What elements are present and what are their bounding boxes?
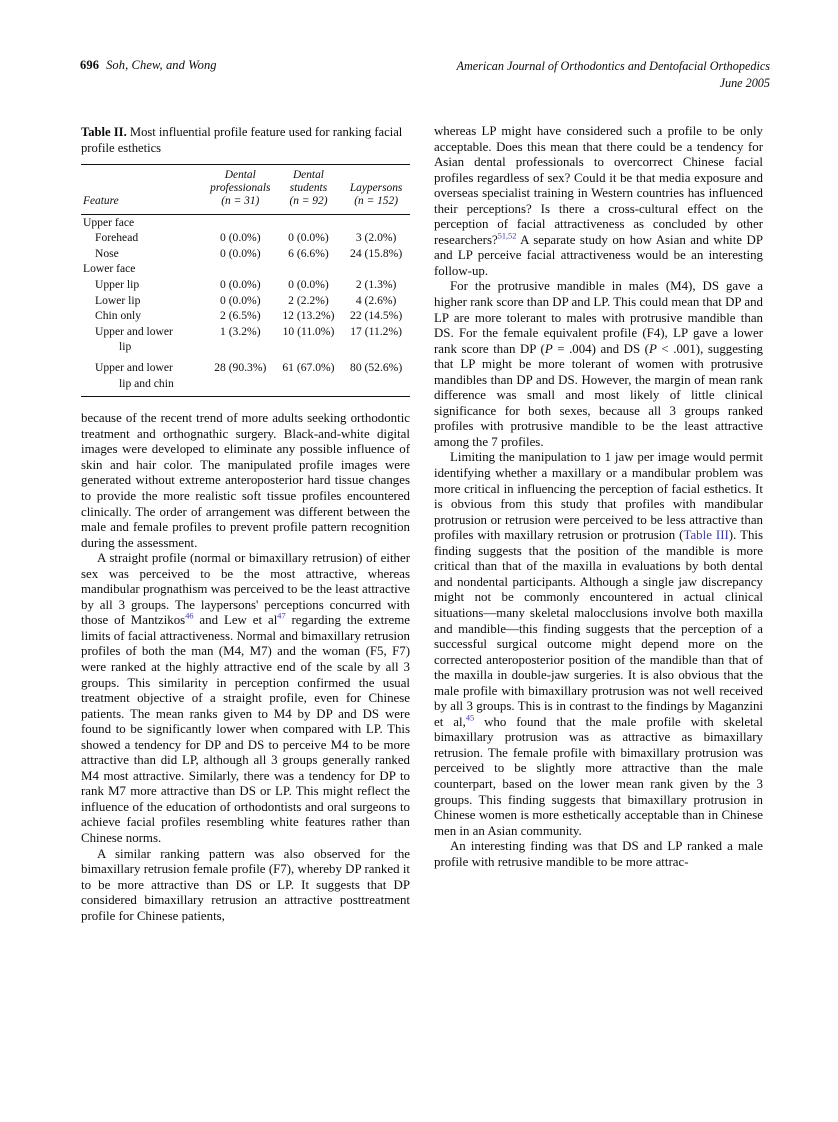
paragraph-text-c: who found that the male profile with skeletal bimaxillary protrusion was as attractive as bimaxillary retrusion. The female profile with bimaxillary protrusion was perceived to be slightly more attractive than the male counterpart, based on the lower mean rank given by the 3 groups. This finding suggests that bimaxillary protrusion in Chinese women is more esthetically acceptable than in Chinese men in an Asian community.: [434, 714, 763, 838]
table-caption: [81, 124, 410, 157]
paragraph-text-b: and Lew et al: [193, 613, 278, 628]
row-lp: 4 (2.6%): [355, 293, 397, 307]
row-feature-line2: lip: [119, 340, 132, 354]
left-column: [81, 124, 410, 924]
hdr-line3: (n = 152): [354, 195, 398, 208]
table-row: [81, 261, 410, 277]
running-head: [80, 58, 770, 104]
row-dp: 28 (90.3%): [214, 361, 267, 375]
row-lp: 2 (1.3%): [355, 278, 397, 292]
row-feature: Nose: [95, 246, 119, 260]
row-feature: [81, 360, 206, 391]
col-header-feature-label: Feature: [83, 195, 119, 208]
row-feature: Lower face: [83, 262, 136, 276]
row-lp: [342, 261, 410, 277]
paragraph-text-b: ). This finding suggests that the position of the mandible is more critical than that of the maxilla in evaluations by both dental and nondental participants. Although a single jaw discrepancy might not be commonly encountered in actual clinical situations—many skeletal malocclusions involve both maxilla and mandible—this finding suggests that the perception of a successful surgical outcome might depend more on the corrected anteroposterior position of the mandible than that of the maxilla in double-jaw surgeries. It is also obvious that the male profile with bimaxillary protrusion was not well received by all 3 groups. This is in contrast to the findings by Maganzini et al,: [434, 528, 763, 729]
row-dp: [206, 261, 275, 277]
p-value-symbol: P: [648, 341, 657, 356]
paragraph-text: An interesting finding was that DS and LP ranked a male profile with retrusive mandible to be more attrac-: [434, 839, 763, 869]
table-row: [81, 293, 410, 309]
paragraph-text-a: whereas LP might have considered such a profile to be only acceptable. Does this mean that there could be a tendency for Asian dental professionals to overcorrect Chinese facial profiles regardless of sex? Could it be that media exposure and overseas specialist training in Western countries has influenced their perceptions? Is there a cross-cultural effect on the perception of facial attractiveness as concluded by other researchers?: [434, 124, 763, 247]
paragraph-text: because of the recent trend of more adults seeking orthodontic treatment and orthognathic surgery. Black-and-white digital images were developed to eliminate any possible influence of skin and hair color. The manipulated profile images were generated without extreme anteroposterior hard tissue changes to provide the more realistic soft tissue profiles encountered clinically. The order of arrangement was different between the male and female profiles to prevent profile pattern recognition during the assessment.: [81, 411, 410, 550]
table-row: [81, 230, 410, 246]
hdr-line1: Laypersons: [349, 182, 403, 195]
row-feature: Lower lip: [95, 293, 141, 307]
row-dp: [206, 215, 275, 231]
table-ii: [81, 164, 410, 397]
row-feature: Chin only: [95, 309, 142, 323]
row-ds: 6 (6.6%): [288, 246, 329, 260]
row-feature: Forehead: [95, 231, 139, 245]
row-dp: 0 (0.0%): [220, 293, 261, 307]
paragraph: [81, 847, 410, 925]
table-row: [81, 360, 410, 391]
row-ds: 10 (11.0%): [282, 324, 335, 338]
page-number: 696: [80, 58, 100, 72]
row-lp: 3 (2.0%): [355, 231, 397, 245]
paragraph-text-a: A straight profile (normal or bimaxillary retrusion) of either sex was perceived to be the most attractive, whereas mandibular prognathism was perceived to be the least attractive by all 3 groups. The laypersons' perceptions concurred with those of Mantzikos: [81, 551, 410, 628]
table-row: [81, 308, 410, 324]
hdr-line2: professionals: [210, 182, 271, 195]
paragraph: [434, 279, 763, 450]
reference-link-47[interactable]: 47: [277, 612, 286, 622]
row-feature: Upper lip: [95, 278, 140, 292]
paragraph-text-c: regarding the extreme limits of facial attractiveness. Normal and bimaxillary retrusion profiles of both the man (M4, M7) and the woman (F5, F7) were ranked at the highly attractive end of the scale by all 3 groups. This similarity in perception confirmed the usual treatment objective of a straight profile, even for Chinese patients. The mean ranks given to M4 by DP and DS were found to be significantly lower when compared with LP. This showed a tendency for DP and DS to perceive M4 to be more attractive than did LP, although all 3 groups generally ranked M4 most attractive. Similarly, there was a tendency for DP to rank M7 more attractive than DS or LP. This might reflect the influence of the education of orthodontists and oral surgeons to achieve facial profiles resembling white features rather than Chinese norms.: [81, 613, 410, 845]
row-dp: 1 (3.2%): [220, 324, 261, 338]
paragraph-text-b: A separate study on how Asian and white DP and LP perceive facial attractiveness would be an interesting follow-up.: [434, 232, 763, 278]
running-head-left: [80, 58, 217, 73]
paragraph-text-c: < .001), suggesting that LP might be more tolerant of women with protrusive mandibles than DP and DS. However, the margin of mean rank difference was small and most likely of little clinical significance for both sexes, because all 3 groups ranked profiles with protrusive mandible to be the least attractive among the 7 profiles.: [434, 341, 763, 449]
reference-link-45[interactable]: 45: [465, 713, 475, 723]
paragraph-text-a: For the protrusive mandible in males (M4), DS gave a higher rank score than DP and LP. This could mean that DP and LP are more tolerant to males with protrusive mandible than DS. For the female equivalent profile (F4), LP gave a lower rank score than DP (: [434, 279, 763, 356]
hdr-line3: (n = 92): [289, 195, 328, 208]
col-header-dental-professionals: [206, 165, 275, 214]
row-ds: 12 (13.2%): [282, 309, 335, 323]
col-header-laypersons: [342, 165, 410, 214]
table-rule-bottom: [81, 397, 410, 398]
table-row: [81, 246, 410, 262]
row-dp: 2 (6.5%): [220, 309, 261, 323]
hdr-line2: students: [289, 182, 328, 195]
paragraph: [81, 551, 410, 846]
table-ii-block: [81, 124, 410, 397]
right-column: [434, 124, 763, 870]
row-ds: 0 (0.0%): [288, 278, 329, 292]
row-lp: 24 (15.8%): [350, 246, 403, 260]
row-feature-line2: lip and chin: [119, 376, 174, 390]
row-ds: [275, 215, 343, 231]
row-ds: 0 (0.0%): [288, 231, 329, 245]
paragraph: [434, 450, 763, 839]
row-lp: 22 (14.5%): [350, 309, 403, 323]
row-lp: [342, 215, 410, 231]
row-lp: 80 (52.6%): [350, 361, 403, 375]
paragraph: [81, 411, 410, 551]
paragraph: [434, 839, 763, 870]
row-dp: 0 (0.0%): [220, 231, 261, 245]
table-row: [81, 277, 410, 293]
p-value-symbol: P: [544, 341, 553, 356]
hdr-line1: Dental: [292, 168, 324, 181]
col-header-dental-students: [275, 165, 343, 214]
journal-title: American Journal of Orthodontics and Dentofacial Orthopedics: [456, 59, 770, 73]
row-feature: [81, 324, 206, 355]
table-header-row: [81, 165, 410, 214]
paragraph: [434, 124, 763, 279]
table-row: [81, 324, 410, 355]
hdr-line3: (n = 31): [221, 195, 260, 208]
reference-link-46[interactable]: 46: [185, 612, 194, 622]
reference-link-51-52[interactable]: 51,52: [497, 231, 517, 241]
row-feature-line1: Upper and lower: [95, 361, 173, 375]
issue-date: June 2005: [719, 76, 770, 90]
table-caption-text: Most influential profile feature used for ranking facial profile esthetics: [81, 125, 403, 156]
running-head-authors: Soh, Chew, and Wong: [106, 58, 217, 72]
col-header-feature: [81, 165, 206, 214]
paragraph-text: A similar ranking pattern was also observed for the bimaxillary retrusion female profile (F7), whereby DP ranked it to be more attractive than DS or LP. It suggests that DP considered bimaxillary retrusion an attractive posttreatment profile for Chinese patients,: [81, 846, 410, 923]
running-head-right: [457, 58, 770, 92]
hdr-line1: Dental: [224, 168, 256, 181]
row-dp: 0 (0.0%): [220, 246, 261, 260]
paragraph-text-a: Limiting the manipulation to 1 jaw per image would permit identifying whether a maxillary or a mandibular problem was more critical in influencing the perception of facial esthetics. It is obvious from this study that profiles with mandibular protrusion or retrusion were perceived to be less attractive than profiles with maxillary retrusion or protrusion (: [434, 450, 763, 543]
paragraph-text-b: = .004) and DS (: [552, 341, 649, 356]
table-row: [81, 215, 410, 231]
row-ds: [275, 261, 343, 277]
row-ds: 61 (67.0%): [282, 361, 335, 375]
row-feature: Upper face: [83, 215, 135, 229]
row-feature-line1: Upper and lower: [95, 324, 173, 338]
row-dp: 0 (0.0%): [220, 278, 261, 292]
table-iii-cross-reference-link[interactable]: Table III: [683, 528, 729, 543]
table-label: Table II.: [81, 125, 127, 139]
row-ds: 2 (2.2%): [288, 293, 329, 307]
row-lp: 17 (11.2%): [350, 324, 402, 338]
